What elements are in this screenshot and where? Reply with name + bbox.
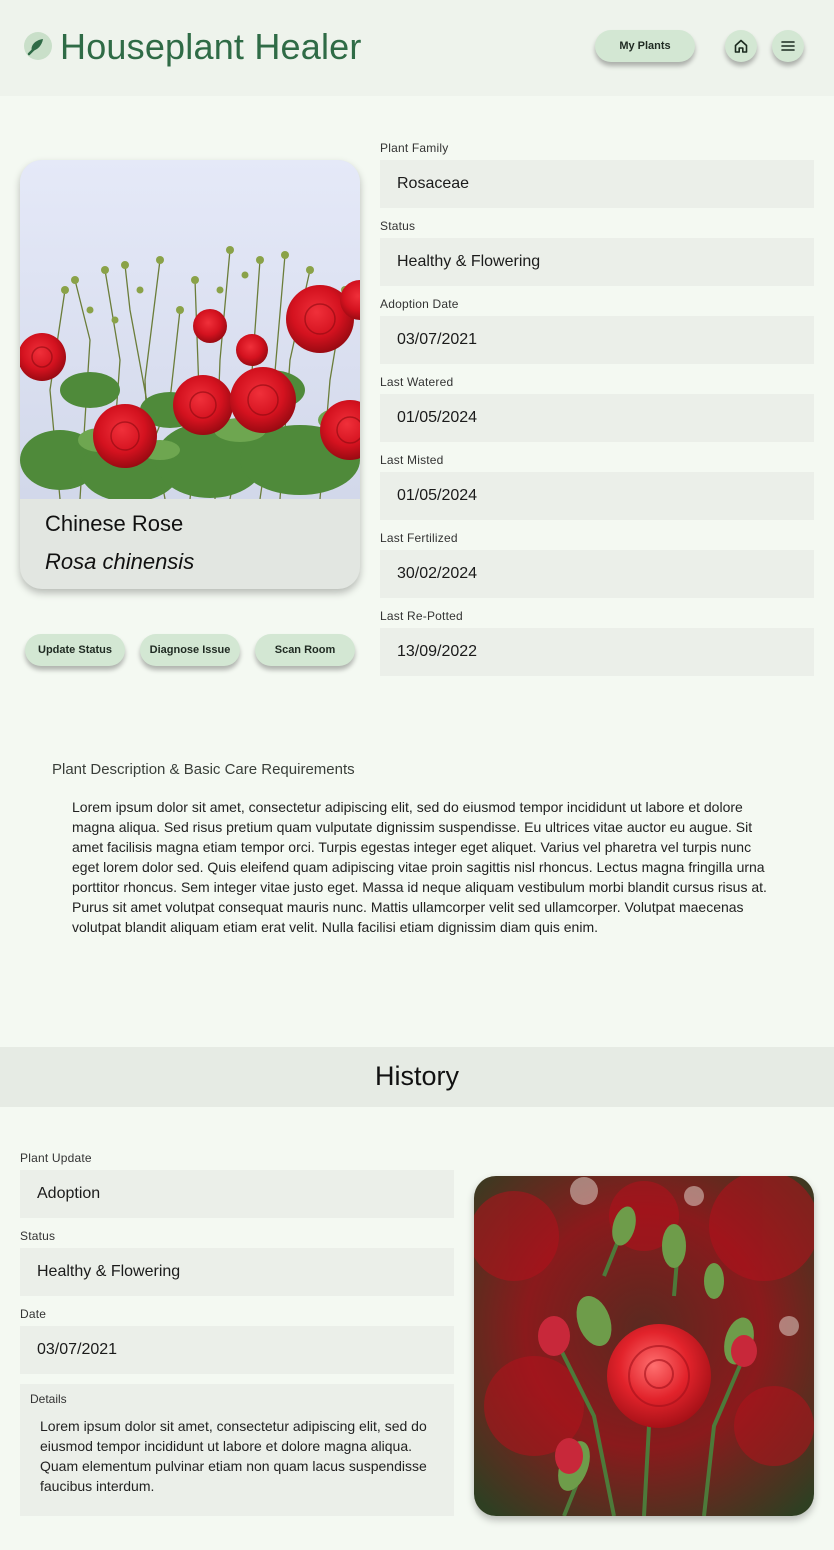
history-status-label: Status — [20, 1229, 56, 1243]
status-field[interactable]: Healthy & Flowering — [380, 238, 814, 286]
plant-update-label: Plant Update — [20, 1151, 92, 1165]
last-watered-field[interactable]: 01/05/2024 — [380, 394, 814, 442]
home-icon — [733, 38, 749, 54]
app-title: Houseplant Healer — [60, 26, 362, 67]
plant-latin-name: Rosa chinensis — [45, 549, 195, 574]
history-photo — [474, 1176, 814, 1516]
history-title: History — [374, 1061, 459, 1091]
plant-common-name: Chinese Rose — [45, 511, 184, 536]
plant-family-field[interactable]: Rosaceae — [380, 160, 814, 208]
description-text: Lorem ipsum dolor sit amet, consectetur adipiscing elit, sed do eiusmod tempor incididunt ut labore et dolore magna aliqua. Sed risus pretium quam vulputate dignissim suspendisse. Eu ultrices vitae auctor eu augue. Sit amet facilisis magna etiam tempor orci. Turpis egestas integer eget aliquet. Varius vel pharetra vel turpis nunc eget lorem dolor sed. Quis eleifend quam adipiscing vitae proin sagittis nisl rhoncus. Lectus magna fringilla urna porttitor rhoncus. Sem integer vitae justo eget. Massa id neque aliquam vestibulum morbi blandit cursus risus at. Purus sit amet volutpat consequat mauris nunc. Mattis ullamcorper velit sed ullamcorper. Volutpat maecenas volutpat blandit aliquam etiam erat velit. Nulla facilisi etiam dignissim diam quis enim. — [72, 799, 767, 935]
plant-family-label: Plant Family — [380, 141, 449, 155]
leaf-trowel-icon — [24, 32, 52, 60]
scan-room-button[interactable]: Scan Room — [255, 634, 355, 666]
my-plants-button[interactable]: My Plants — [595, 30, 695, 62]
history-details-text: Lorem ipsum dolor sit amet, consectetur adipiscing elit, sed do eiusmod tempor incididunt ut labore et dolore magna aliqua. Quam elementum pulvinar etiam non quam lacus suspendisse faucibus interdum. — [40, 1418, 427, 1494]
adoption-date-label: Adoption Date — [380, 297, 459, 311]
update-status-button[interactable]: Update Status — [25, 634, 125, 666]
last-fertilized-field[interactable]: 30/02/2024 — [380, 550, 814, 598]
history-date-label: Date — [20, 1307, 47, 1321]
diagnose-issue-button[interactable]: Diagnose Issue — [140, 634, 240, 666]
adoption-date-field[interactable]: 03/07/2021 — [380, 316, 814, 364]
last-misted-label: Last Misted — [380, 453, 444, 467]
last-misted-field[interactable]: 01/05/2024 — [380, 472, 814, 520]
app-header — [0, 0, 834, 96]
status-label: Status — [380, 219, 416, 233]
description-title: Plant Description & Basic Care Requirements — [52, 761, 355, 778]
last-watered-label: Last Watered — [380, 375, 454, 389]
home-button[interactable] — [725, 30, 757, 62]
plant-update-field[interactable]: Adoption — [20, 1170, 454, 1218]
history-date-field[interactable]: 03/07/2021 — [20, 1326, 454, 1374]
history-details-field[interactable] — [20, 1384, 454, 1516]
menu-icon — [780, 38, 796, 54]
menu-button[interactable] — [772, 30, 804, 62]
history-status-field[interactable]: Healthy & Flowering — [20, 1248, 454, 1296]
plant-card — [20, 160, 360, 589]
last-repotted-field[interactable]: 13/09/2022 — [380, 628, 814, 676]
last-fertilized-label: Last Fertilized — [380, 531, 458, 545]
plant-photo — [20, 160, 360, 499]
last-repotted-label: Last Re-Potted — [380, 609, 463, 623]
history-details-label: Details — [30, 1392, 67, 1406]
